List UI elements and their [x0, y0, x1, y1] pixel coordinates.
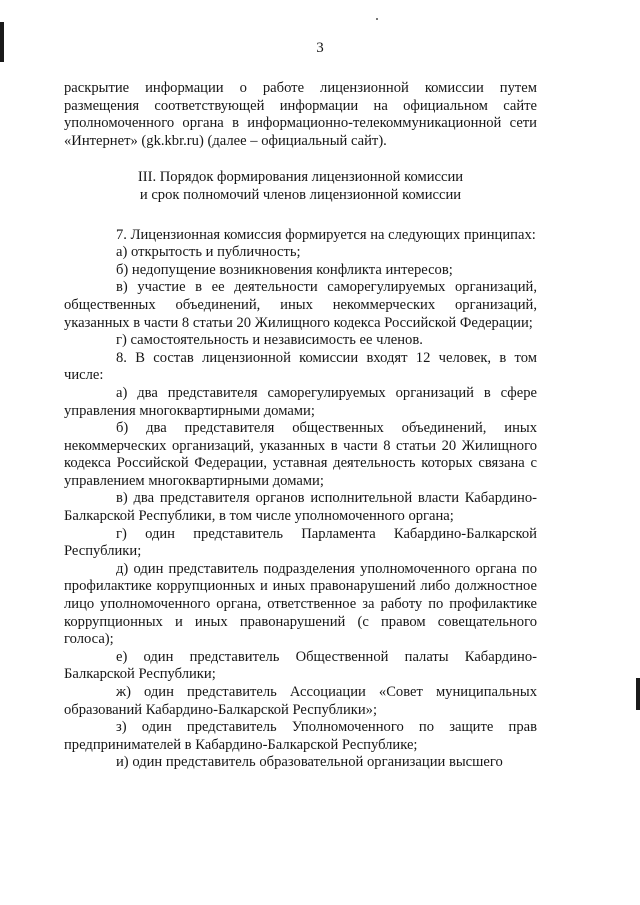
section-heading-line-2: и срок полномочий членов лицензионной комиссии: [139, 186, 462, 203]
list-item-8d: д) один представитель подразделения уполномоченного органа по профилактике коррупционных и иных правонарушений либо должностное лицо уполномоченного органа, ответственное за работу по профилактике коррупционных и иных правонарушений (с правом совещательного голоса);: [64, 560, 537, 648]
list-item-7v: в) участие в ее деятельности саморегулируемых организаций, общественных объединений, иных некоммерческих организаций, указанных в части 8 статьи 20 Жилищного кодекса Российской Федерации;: [64, 279, 537, 331]
list-item-7a: а) открытость и публичность;: [116, 244, 301, 261]
paragraph-7: 7. Лицензионная комиссия формируется на следующих принципах:: [116, 226, 536, 243]
list-item-8a: а) два представителя саморегулируемых организаций в сфере управления многоквартирными домами;: [64, 384, 537, 419]
list-item-8e: е) один представитель Общественной палаты Кабардино-Балкарской Республики;: [64, 648, 537, 683]
scan-dot: [376, 18, 378, 20]
intro-paragraph: раскрытие информации о работе лицензионной комиссии путем размещения соответствующей информации на официальном сайте уполномоченного органа в информационно-телекоммуникационной сети «Интернет» (gk.kbr.ru) (далее – официальный сайт).: [64, 80, 537, 149]
list-item-8g: г) один представитель Парламента Кабардино-Балкарской Республики;: [64, 525, 537, 560]
document-body: [64, 80, 537, 772]
section-heading-line-1: III. Порядок формирования лицензионной комиссии: [137, 169, 464, 186]
list-item-8i: и) один представитель образовательной организации высшего: [116, 754, 503, 771]
page-number: 3: [316, 40, 324, 56]
paragraph-8: 8. В состав лицензионной комиссии входят 12 человек, в том числе:: [64, 349, 537, 384]
list-item-8zh: ж) один представитель Ассоциации «Совет муниципальных образований Кабардино-Балкарской Республики»;: [64, 684, 537, 718]
list-item-7b: б) недопущение возникновения конфликта интересов;: [116, 261, 453, 278]
list-item-8b: б) два представителя общественных объединений, иных некоммерческих организаций, указанных в части 8 статьи 20 Жилищного кодекса Российской Федерации, уставная деятельность которых связана с управлением многоквартирными домами;: [64, 420, 537, 489]
list-item-8v: в) два представителя органов исполнительной власти Кабардино-Балкарской Республики, в том числе уполномоченного органа;: [64, 490, 537, 525]
list-item-7g: г) самостоятельность и независимость ее членов.: [116, 332, 423, 349]
list-item-8z: з) один представитель Уполномоченного по защите прав предпринимателей в Кабардино-Балкарской Республике;: [64, 719, 537, 753]
scan-edge-mark-right: [636, 678, 640, 710]
